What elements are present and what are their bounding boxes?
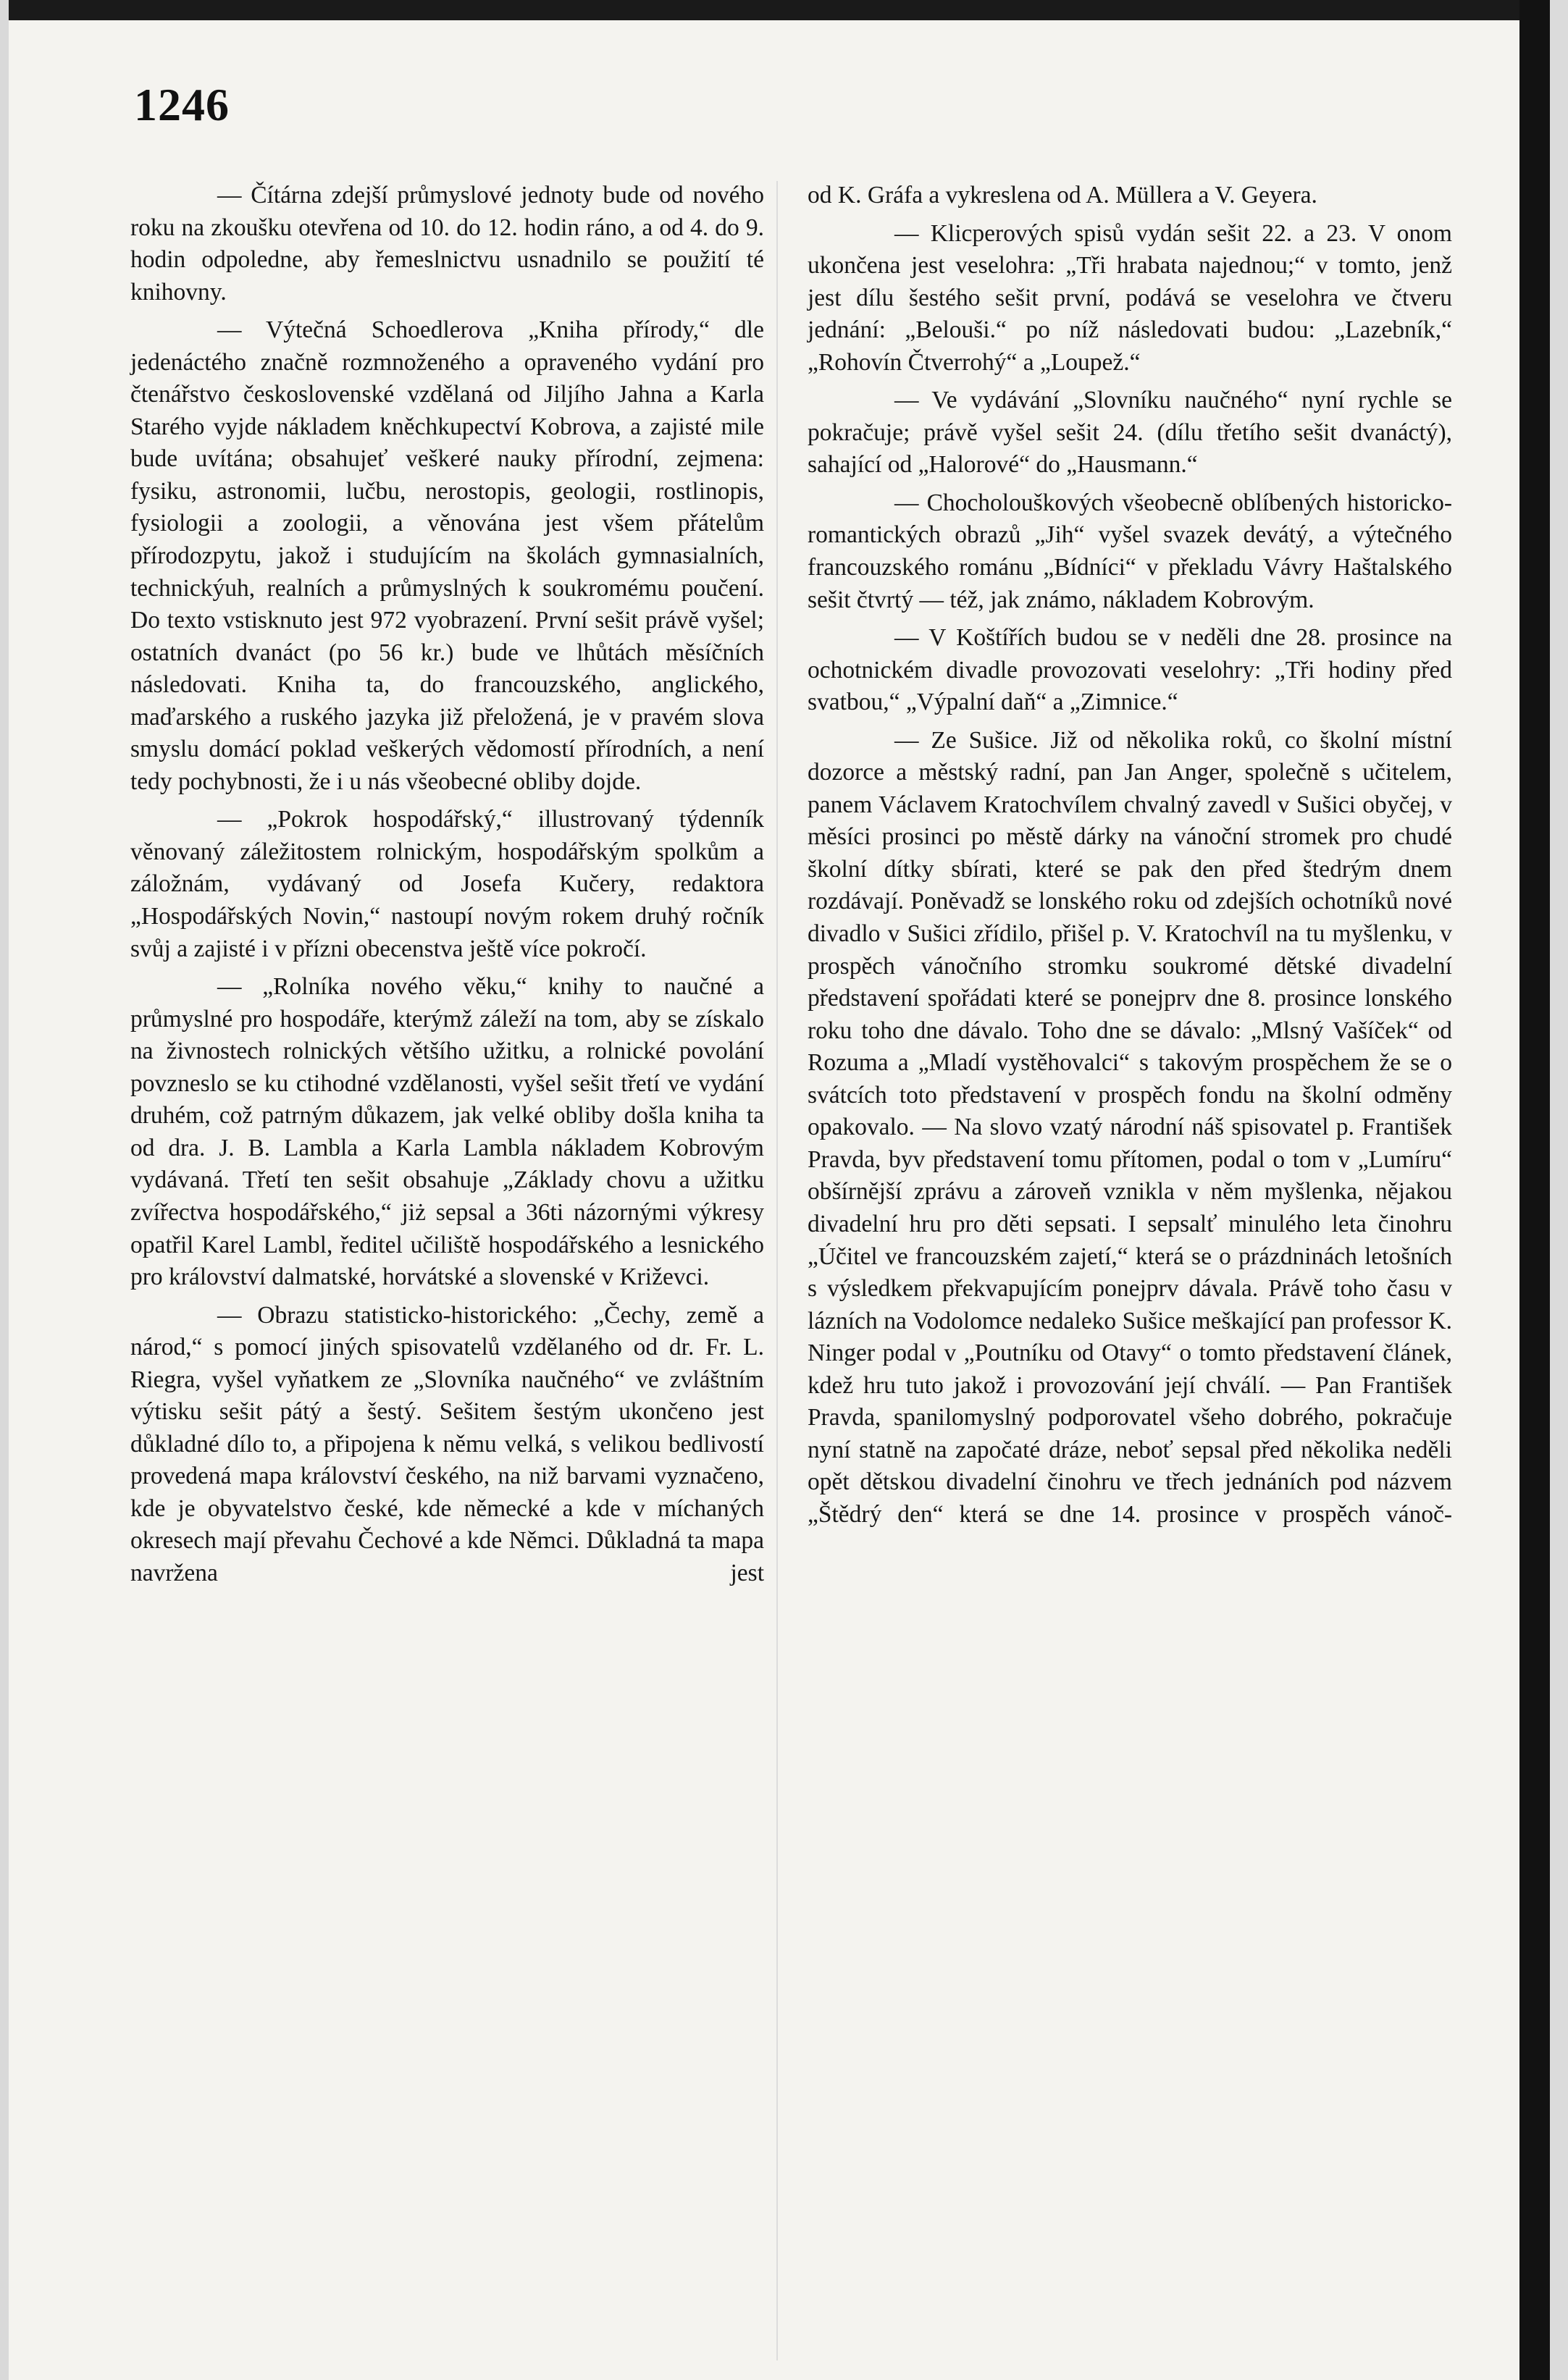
scan-border-left (0, 0, 9, 2380)
news-item-rolnik-noveho-veku: — „Rolníka nového věku,“ knihy to naučné a průmyslné pro hospodáře, kterýmž záleží na tom, aby se získalo na živnostech rolnických většího užitku, a rolnické povolání povzneslo se ku ctihodné vzdělanosti, vyšel sešit třetí ve vydání druhém, což patrným důkazem, jak velké obliby došla kniha ta od dra. J. B. Lambla a Karla Lambla nákladem Kobrovým vydávaná. Třetí ten sešit obsahuje „Základy chovu a užitku zvířectva hospodářského,“ jiż sepsal a 36ti názornými výkresy opatřil Karel Lambl, ředitel učiliště hospodářského a lesnického pro království dalmatské, horvátské a slovenské v Križevci. (130, 973, 764, 1291)
scan-border-top (0, 0, 1568, 22)
news-item-klicpera: — Klicperových spisů vydán sešit 22. a 23. V onom ukončena jest veselohra: „Tři hrabata najednou;“ v tomto, jenž jest dílu šestého sešit první, podává se veselohra ve čtveru jednání: „Belouši.“ po níž následovati budou: „Lazebník,“ „Rohovín Čtverrohý“ a „Loupež.“ (808, 219, 1452, 376)
news-item-chocholousek: — Chocholouškových všeobecně oblíbených historicko-romantických obrazů „Jih“ vyšel svazek devátý, a výtečného francouzského románu „Bídníci“ v překladu Vávry Haštalského sešit čtvrtý — též, jak známo, nákladem Kobrovým. (808, 489, 1452, 613)
page-number: 1246 (134, 79, 230, 130)
news-item-slovnik-naucny: — Ve vydávání „Slovníku naučného“ nyní rychle se pokračuje; právě vyšel sešit 24. (dílu třetího sešit dvanáctý), sahající od „Halorové“ do „Hausmann.“ (808, 387, 1452, 479)
news-item-pokrok-hospodarsky: — „Pokrok hospodářský,“ illustrovaný týdenník věnovaný záležitostem rolnickým, hospodářským spolkům a záložnám, vydávaný od Josefa Kučery, redaktora „Hospodářských Novin,“ nastoupí novým rokem druhý ročník svůj a zajisté i v přízni obecenstva ještě více pokročí. (130, 806, 764, 962)
news-item-cechy-zeme-a-narod: — Obrazu statisticko-historického: „Čechy, země a národ,“ s pomocí jiných spisovatelů vzdělaného od dr. Fr. L. Riegra, vyšel vyňatkem ze „Slovníka naučného“ ve zvláštním výtisku sešit pátý a šestý. Sešitem šestým ukončeno jest důkladné dílo to, a připojena k němu velká, s velikou bedlivostí provedená mapa království českého, na niž barvami vyznačeno, kde je obyvatelstvo české, kde německé a kde v míchaných okresech mají převahu Čechové a kde Němci. Důkladná ta mapa navržena jest (130, 1301, 764, 1586)
column-gutter (776, 181, 778, 2360)
news-item-citarna: — Čítárna zdejší průmyslové jednoty bude od nového roku na zkoušku otevřena od 10. do 12. hodin ráno, a od 4. do 9. hodin odpoledne, aby řemeslnictvu usnadnilo se použití té knihovny. (130, 182, 764, 306)
news-item-ze-susice: — Ze Sušice. Již od několika roků, co školní místní dozorce a městský radní, pan Jan Anger, společně s učitelem, panem Václavem Kratochvílem chvalný zavedl v Sušici obyčej, v měsíci prosinci po městě dárky na vánoční stromek pro chudé školní dítky sbírati, které se pak den před štedrým dnem rozdávají. Poněvadž se lonského roku od zdejších ochotníků nové divadlo v Sušici zřídilo, přišel p. V. Kratochvíl na tu myšlenku, v prospěch vánočního stromku soukromé dětské divadelní představení spořádati které se ponejprv dne 8. prosince lonského roku toho dne dávalo. Toho dne se dávalo: „Mlsný Vašíček“ od Rozuma a „Mladí vystěhovalci“ s takovým prospěchem že se o svátcích toto představení v prospěch fondu na školní odměny opakovalo. — Na slovo vzatý národní náš spisovatel p. František Pravda, byv představení tomu přítomen, podal o tom v „Lumíru“ obšírnější zprávu a zároveň vznikla v něm myšlenka, nějakou divadelní hru pro děti sepsati. I sepsalť minulého leta činohru „Účitel ve francouzském zajetí,“ která se o prázdninách letošních s výsledkem překvapujícím ponejprv dávala. Právě toho času v lázních na Vodolomce nedaleko Sušice meškající pan professor K. Ninger podal v „Poutníku od Otavy“ o tomto představení článek, kdež hru tuto jakož i provozování její chválí. — Pan František Pravda, spanilomyslný podporovatel všeho dobrého, pokračuje nyní statně na započaté dráze, neboť sepsal před několika neděli opět dětskou divadelní činohru ve třech jednáních pod názvem „Štědrý den“ která se dne 14. prosince v prospěch vánoč- (808, 726, 1452, 1528)
news-item-kostire: — V Koštířích budou se v neděli dne 28. prosince na ochotnickém divadle provozovati veselohry: „Tři hodiny před svatbou,“ „Výpalní daň“ a „Zimnice.“ (808, 624, 1452, 716)
right-column (808, 180, 1452, 1531)
news-item-continuation: od K. Gráfa a vykreslena od A. Müllera a V. Geyera. (808, 182, 1317, 209)
news-item-kniha-prirody: — Výtečná Schoedlerova „Kniha přírody,“ dle jedenáctého značně rozmnoženého a opraveného vydání pro čtenářstvo československé vzdělaná od Jiljího Jahna a Karla Starého vyjde nákladem kněchkupectví Kobrova, a zajisté mile bude uvítána; obsahujeť veškeré nauky přírodní, zejmena: fysiku, astronomii, lučbu, nerostopis, geologii, rostlinopis, fysiologii a zoologii, a věnována jest všem přátelům přírodozpytu, jakož i studujícím na školách gymnasialních, technickýuh, realních a průmyslných k soukromému poučení. Do texto vstisknuto jest 972 vyobrazení. První sešit právě vyšel; ostatních dvanáct (po 56 kr.) bude ve lhůtách měsíčních následovati. Kniha ta, do francouzského, anglického, maďarského a ruského jazyka již přeložená, je v pravém slova smyslu domácí poklad veškerých vědomostí přírodních, a není tedy pochybnosti, že i u nás všeobecné obliby dojde. (130, 316, 764, 795)
left-column (130, 180, 764, 1590)
scan-border-right-strip (1550, 0, 1568, 2380)
